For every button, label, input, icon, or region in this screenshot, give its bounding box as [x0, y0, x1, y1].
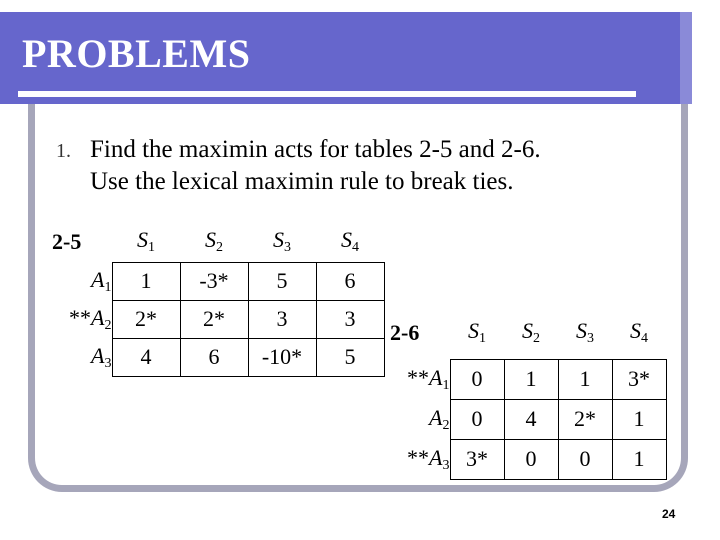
payoff-cell: 4: [504, 399, 558, 439]
payoff-cell: 6: [316, 262, 384, 300]
payoff-cell: 1: [112, 262, 180, 300]
state-header-4: $S_4$: [630, 318, 648, 347]
banner-edge: [680, 12, 692, 104]
state-header-3: $S_3$: [273, 227, 291, 256]
table-2-5: [52, 222, 385, 377]
table-row: [52, 300, 384, 338]
table-2-6: [390, 307, 667, 480]
act-label: $**A_2$: [69, 304, 112, 333]
state-header-2: $S_2$: [522, 318, 540, 347]
table-label: 2-5: [52, 229, 82, 254]
state-header-2: $S_2$: [205, 227, 223, 256]
payoff-cell: -3*: [180, 262, 248, 300]
payoff-cell: 2*: [180, 300, 248, 338]
page-number: 24: [662, 507, 676, 521]
payoff-cell: 4: [112, 338, 180, 376]
table-row: [390, 439, 666, 479]
problem-line-2: Use the lexical maximin rule to break ties.: [90, 168, 514, 195]
payoff-cell: 3: [316, 300, 384, 338]
state-header-1: $S_1$: [468, 318, 486, 347]
payoff-cell: 3*: [450, 439, 504, 479]
payoff-cell: 1: [612, 399, 666, 439]
table-label: 2-6: [390, 320, 420, 345]
payoff-cell: 1: [612, 439, 666, 479]
state-header-1: $S_1$: [137, 227, 155, 256]
payoff-cell: 2*: [112, 300, 180, 338]
payoff-cell: 2*: [558, 399, 612, 439]
title-underline: [18, 91, 636, 97]
table-row: [390, 359, 666, 399]
table-row: [52, 338, 384, 376]
act-label: $A_1$: [91, 266, 112, 295]
payoff-cell: 1: [558, 359, 612, 399]
payoff-cell: 1: [504, 359, 558, 399]
problem-line-1: Find the maximin acts for tables 2-5 and 2-6.: [90, 136, 541, 163]
act-label: $A_3$: [91, 342, 112, 371]
payoff-cell: 0: [558, 439, 612, 479]
payoff-cell: 0: [504, 439, 558, 479]
payoff-cell: 0: [450, 359, 504, 399]
payoff-cell: 3*: [612, 359, 666, 399]
payoff-cell: 3: [248, 300, 316, 338]
slide-title: PROBLEMS: [22, 31, 251, 76]
payoff-cell: 5: [316, 338, 384, 376]
table-row: [52, 262, 384, 300]
act-label: $**A_1$: [407, 364, 450, 393]
payoff-cell: 0: [450, 399, 504, 439]
act-label: $**A_3$: [407, 444, 450, 473]
table-row: [390, 399, 666, 439]
state-header-4: $S_4$: [341, 227, 359, 256]
state-header-3: $S_3$: [576, 318, 594, 347]
act-label: $A_2$: [429, 404, 450, 433]
problem-number: 1.: [56, 140, 71, 162]
payoff-cell: 5: [248, 262, 316, 300]
payoff-cell: 6: [180, 338, 248, 376]
payoff-cell: -10*: [248, 338, 316, 376]
